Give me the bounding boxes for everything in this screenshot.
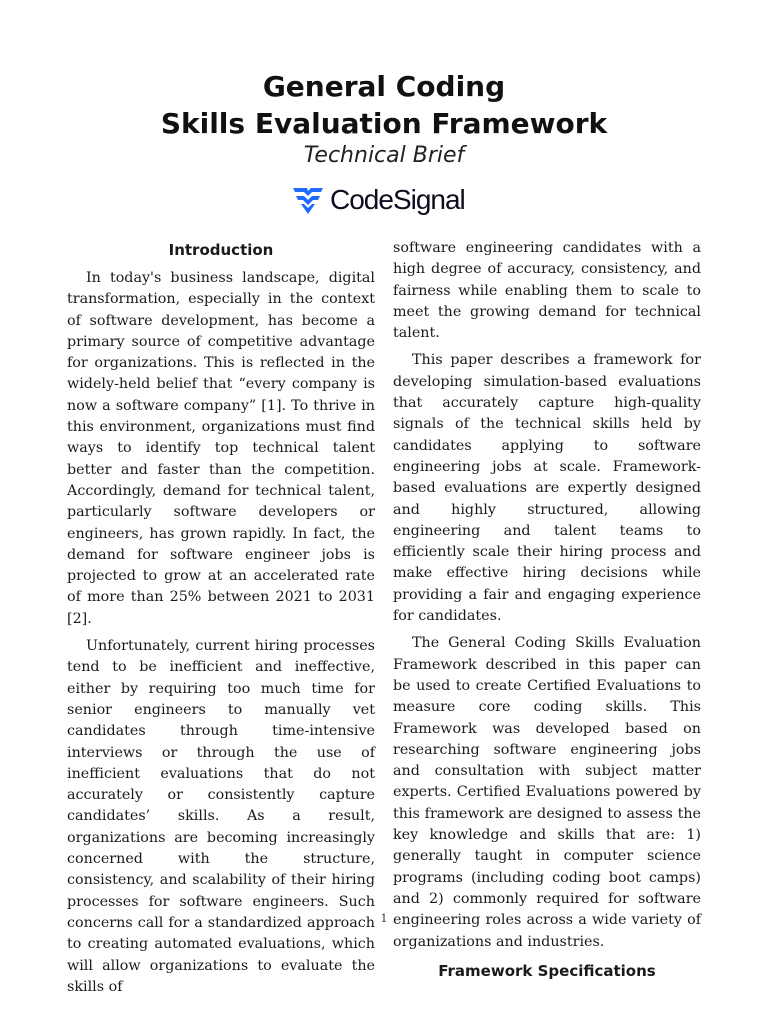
codesignal-logo-icon	[292, 184, 324, 216]
paragraph: The General Coding Skills Evaluation Framework described in this paper can be used to create Certified Evaluations to measure core coding skills. This Framework was developed based on researching software engineering jobs and consultation with subject matter experts. Certified Evaluations powered by this framework are designed to assess the key knowledge and skills that are: 1) generally taught in computer science programs (including coding boot camps) and 2) commonly required for software engineering roles across a wide variety of organizations and industries.	[393, 635, 701, 950]
paragraph: This paper describes a framework for developing simulation-based evaluations that accurately capture high-quality signals of the technical skills held by candidates applying to software engineering jobs at scale. Framework-based evaluations are expertly designed and highly structured, allowing engineering and talent teams to efficiently scale their hiring process and make effective hiring decisions while providing a fair and engaging experience for candidates.	[393, 352, 701, 625]
paragraph: In today's business landscape, digital transformation, especially in the context of software development, has become a primary source of competitive advantage for organizations. This is reflected in the widely-held belief that “every company is now a software company” [1]. To thrive in this environment, organizations must find ways to identify top technical talent better and faster than the competition. Accordingly, demand for technical talent, particularly software developers or engineers, has grown rapidly. In fact, the demand for software engineer jobs is projected to grow at an accelerated rate of more than 25% between 2021 to 2031 [2].	[67, 270, 375, 627]
document-title	[0, 68, 768, 142]
left-column	[67, 238, 375, 1004]
page-number: 1	[380, 912, 388, 925]
right-column	[393, 238, 701, 989]
codesignal-logo	[292, 182, 465, 218]
title-line-2: Skills Evaluation Framework	[160, 107, 608, 140]
section-heading-introduction: Introduction	[168, 241, 274, 259]
paragraph: Unfortunately, current hiring processes tend to be inefficient and ineffective, either by requiring too much time for senior engineers to manually vet candidates through time-intensive interviews or through the use of inefficient evaluations that do not accurately or consistently capture candidates’ skills. As a result, organizations are becoming increasingly concerned with the structure, consistency, and scalability of their hiring processes for software engineers. Such concerns call for a standardized approach to creating automated evaluations, which will allow organizations to evaluate the skills of	[67, 638, 375, 995]
paragraph-continuation: software engineering candidates with a high degree of accuracy, consistency, and fairness while enabling them to scale to meet the growing demand for technical talent.	[393, 240, 701, 342]
document-subtitle: Technical Brief	[303, 143, 465, 168]
section-heading-framework-specifications: Framework Specifications	[438, 961, 656, 980]
title-line-1: General Coding	[262, 70, 506, 103]
logo-wordmark: CodeSignal	[330, 184, 465, 215]
